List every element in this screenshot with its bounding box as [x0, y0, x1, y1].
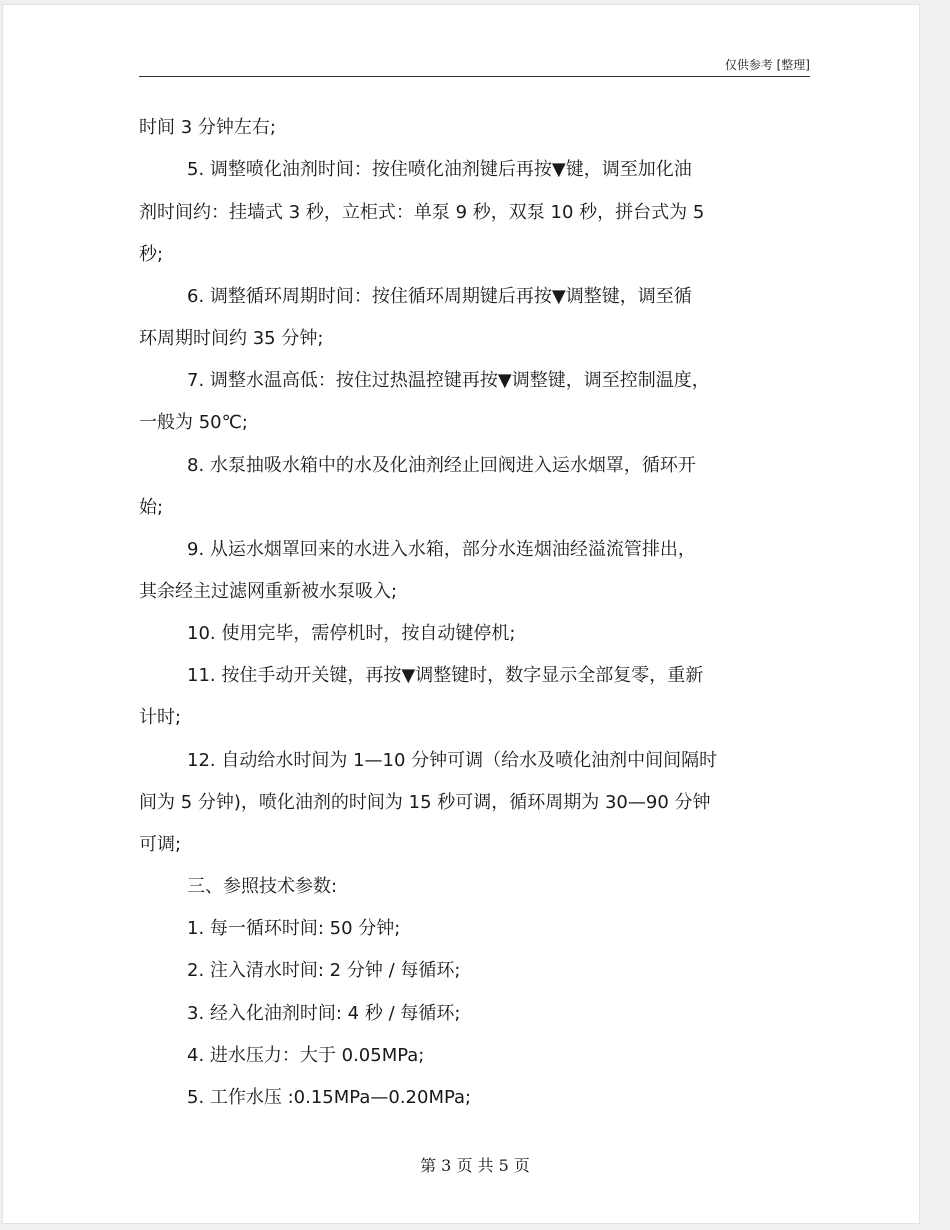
document-page	[2, 4, 920, 1224]
section-heading: 三、参照技术参数:	[187, 876, 338, 897]
body-line: 剂时间约：挂墙式 3 秒，立柜式：单泵 9 秒，双泵 10 秒，拼台式为 5	[139, 202, 705, 223]
body-line: 6. 调整循环周期时间：按住循环周期键后再按▼调整键，调至循	[187, 286, 692, 307]
body-line: 秒;	[139, 244, 164, 265]
body-line: 3. 经入化油剂时间: 4 秒 / 每循环;	[187, 1003, 461, 1024]
body-line: 其余经主过滤网重新被水泵吸入;	[139, 581, 398, 602]
body-line: 5. 工作水压 :0.15MPa—0.20MPa;	[187, 1087, 472, 1108]
body-line: 间为 5 分钟)，喷化油剂的时间为 15 秒可调，循环周期为 30—90 分钟	[139, 792, 711, 813]
body-line: 7. 调整水温高低：按住过热温控键再按▼调整键，调至控制温度，	[187, 370, 710, 391]
body-line: 一般为 50℃;	[139, 412, 248, 433]
body-line: 时间 3 分钟左右;	[139, 117, 276, 138]
body-line: 环周期时间约 35 分钟;	[139, 328, 324, 349]
body-line: 11. 按住手动开关键，再按▼调整键时，数字显示全部复零，重新	[187, 665, 704, 686]
body-line: 计时;	[139, 707, 182, 728]
body-line: 12. 自动给水时间为 1—10 分钟可调（给水及喷化油剂中间间隔时	[187, 750, 718, 771]
body-line: 9. 从运水烟罩回来的水进入水箱，部分水连烟油经溢流管排出，	[187, 539, 696, 560]
body-line: 2. 注入清水时间: 2 分钟 / 每循环;	[187, 960, 461, 981]
body-line: 10. 使用完毕，需停机时，按自动键停机;	[187, 623, 516, 644]
body-line: 始;	[139, 497, 164, 518]
page-header: 仅供参考 [整理]	[724, 58, 810, 72]
body-line: 8. 水泵抽吸水箱中的水及化油剂经止回阀进入运水烟罩，循环开	[187, 455, 696, 476]
body-line: 1. 每一循环时间: 50 分钟;	[187, 918, 401, 939]
page-number-footer: 第 3 页 共 5 页	[420, 1156, 530, 1175]
body-line: 可调;	[139, 834, 182, 855]
body-line: 4. 进水压力：大于 0.05MPa;	[187, 1045, 425, 1066]
header-divider	[139, 76, 810, 77]
body-line: 5. 调整喷化油剂时间：按住喷化油剂键后再按▼键，调至加化油	[187, 159, 692, 180]
